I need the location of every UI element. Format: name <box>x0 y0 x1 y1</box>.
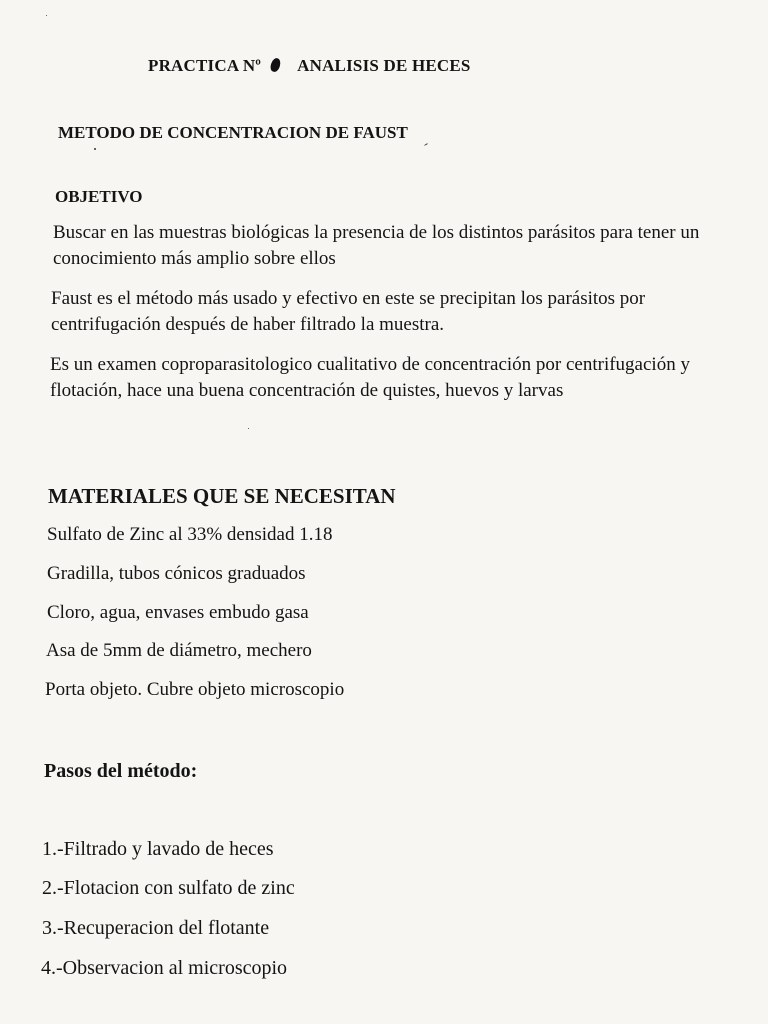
objective-paragraph: Buscar en las muestras biológicas la presencia de los distintos parásitos para tener un conocimiento más amplio sobre ellos <box>53 222 700 269</box>
scan-speck <box>46 15 47 16</box>
practice-header <box>148 56 471 76</box>
material-item: Porta objeto. Cubre objeto microscopio <box>45 679 345 700</box>
practice-title: ANALISIS DE HECES <box>297 56 471 75</box>
step-item: 3.-Recuperacion del flotante <box>42 917 270 939</box>
method-title: METODO DE CONCENTRACION DE FAUST <box>58 123 408 142</box>
ink-blot-icon <box>269 57 282 73</box>
material-item: Cloro, agua, envases embudo gasa <box>47 602 309 623</box>
objective-paragraph: Es un examen coproparasitologico cualitativo de concentración por centrifugación y flotación, hace una buena concentración de quistes, huevos y larvas <box>50 354 690 401</box>
objective-heading: OBJETIVO <box>55 187 143 206</box>
scan-speck <box>424 143 428 146</box>
step-item: 1.-Filtrado y lavado de heces <box>42 838 274 860</box>
scan-speck <box>248 428 249 429</box>
objective-paragraph: Faust es el método más usado y efectivo en este se precipitan los parásitos por centrifugación después de haber filtrado la muestra. <box>51 288 646 335</box>
scan-speck <box>94 148 96 150</box>
step-item: 4.-Observacion al microscopio <box>41 957 288 979</box>
material-item: Asa de 5mm de diámetro, mechero <box>46 640 312 661</box>
material-item: Sulfato de Zinc al 33% densidad 1.18 <box>47 524 333 545</box>
practice-number-label: PRACTICA Nº <box>148 56 262 75</box>
material-item: Gradilla, tubos cónicos graduados <box>47 563 306 584</box>
steps-heading: Pasos del método: <box>44 760 198 782</box>
step-item: 2.-Flotacion con sulfato de zinc <box>42 877 295 899</box>
materials-heading: MATERIALES QUE SE NECESITAN <box>48 484 396 508</box>
